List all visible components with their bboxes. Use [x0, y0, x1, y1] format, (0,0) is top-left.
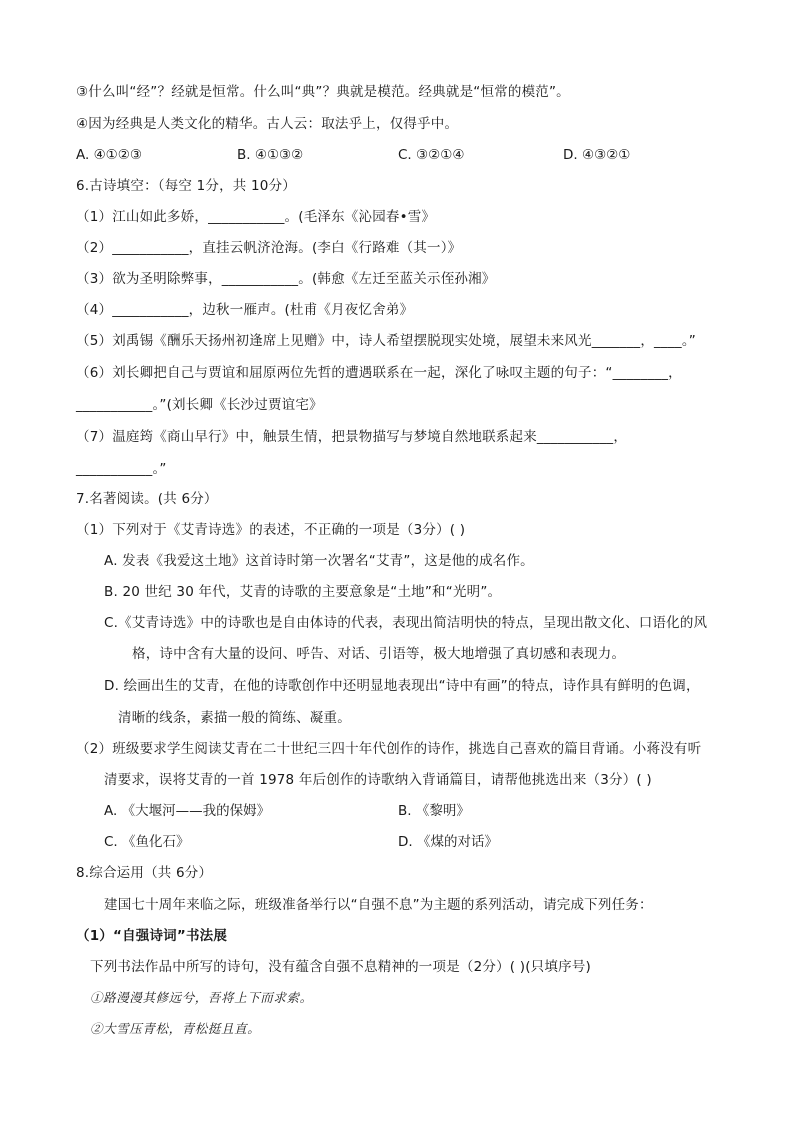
q7-title: 7.名著阅读。(共 6分） — [76, 491, 218, 507]
q6-title: 6.古诗填空：（每空 1分，共 10分） — [76, 178, 296, 194]
q5-option-b: B. ④①③② — [237, 147, 304, 163]
q6-item-2: （2）___________，直挂云帆济沧海。(李白《行路难（其一）》 — [76, 240, 462, 256]
q6-item-3: （3）欲为圣明除弊事，___________。(韩愈《左迁至蓝关示侄孙湘》 — [76, 271, 496, 287]
q5-option-a: A. ④①②③ — [76, 147, 142, 163]
q7-sub2-stem: （2）班级要求学生阅读艾青在二十世纪三四十年代创作的诗作，挑选自己喜欢的篇目背诵。小蒋没有听 — [76, 741, 702, 757]
q6-item-4: （4）___________，边秋一雁声。(杜甫《月夜忆舍弟》 — [76, 302, 414, 318]
q6-item-6-cont: ___________。”(刘长卿《长沙过贾谊宅》 — [76, 397, 323, 413]
q8-task1-title: （1）“自强诗词”书法展 — [76, 928, 228, 944]
q6-item-1: （1）江山如此多娇，___________。(毛泽东《沁园春•雪》 — [76, 209, 436, 225]
q8-task1-desc: 下列书法作品中所写的诗句，没有蕴含自强不息精神的一项是（2分）( )(只填序号) — [90, 959, 591, 975]
q5-option-d: D. ④③②① — [563, 147, 631, 163]
q7-sub2-option-b: B. 《黎明》 — [398, 803, 470, 819]
q7-sub2-option-c: C. 《鱼化石》 — [104, 834, 190, 850]
q5-statement-3: ③什么叫“经”？经就是恒常。什么叫“典”？典就是模范。经典就是“恒常的模范”。 — [76, 84, 570, 100]
q7-sub2-option-a: A. 《大堰河——我的保姆》 — [104, 803, 271, 819]
q7-sub1-stem: （1）下列对于《艾青诗选》的表述，不正确的一项是（3分）( ) — [76, 522, 466, 538]
calligraphy-item-2: ②大雪压青松，青松挺且直。 — [90, 1021, 261, 1036]
q7-sub1-option-c: C.《艾青诗选》中的诗歌也是自由体诗的代表，表现出简洁明快的特点，呈现出散文化、口语化的风 — [104, 615, 708, 631]
q6-item-5: （5）刘禹锡《酬乐天扬州初逢席上见赠》中，诗人希望摆脱现实处境，展望未来风光_______，____。” — [76, 333, 696, 349]
q6-item-7: （7）温庭筠《商山早行》中，触景生情，把景物描写与梦境自然地联系起来___________， — [76, 429, 628, 445]
q8-title: 8.综合运用（共 6分） — [76, 865, 213, 881]
q7-sub1-option-d: D. 绘画出生的艾青，在他的诗歌创作中还明显地表现出“诗中有画”的特点，诗作具有鲜明的色调， — [104, 678, 700, 694]
q7-sub2-stem-cont: 清要求，误将艾青的一首 1978 年后创作的诗歌纳入背诵篇目，请帮他挑选出来（3分）( ) — [104, 772, 652, 788]
q6-item-7-cont: ___________。” — [76, 461, 167, 477]
q7-sub2-option-d: D. 《煤的对话》 — [398, 834, 498, 850]
q8-intro: 建国七十周年来临之际，班级准备举行以“自强不息”为主题的系列活动，请完成下列任务： — [104, 897, 653, 913]
q6-item-6: （6）刘长卿把自己与贾谊和屈原两位先哲的遭遇联系在一起，深化了咏叹主题的句子：“________， — [76, 365, 682, 381]
q5-statement-4: ④因为经典是人类文化的精华。古人云：取法乎上，仅得乎中。 — [76, 116, 459, 132]
q7-sub1-option-d-cont: 清晰的线条，素描一般的简练、凝重。 — [118, 710, 351, 726]
q5-option-c: C. ③②①④ — [398, 147, 465, 163]
q7-sub1-option-c-cont: 格，诗中含有大量的设问、呼告、对话、引语等，极大地增强了真切感和表现力。 — [132, 646, 626, 662]
q7-sub1-option-b: B. 20 世纪 30 年代，艾青的诗歌的主要意象是“土地”和“光明”。 — [104, 584, 502, 600]
calligraphy-item-1: ①路漫漫其修远兮，吾将上下而求索。 — [90, 990, 313, 1005]
q7-sub1-option-a: A. 发表《我爱这土地》这首诗时第一次署名“艾青”，这是他的成名作。 — [104, 553, 534, 569]
